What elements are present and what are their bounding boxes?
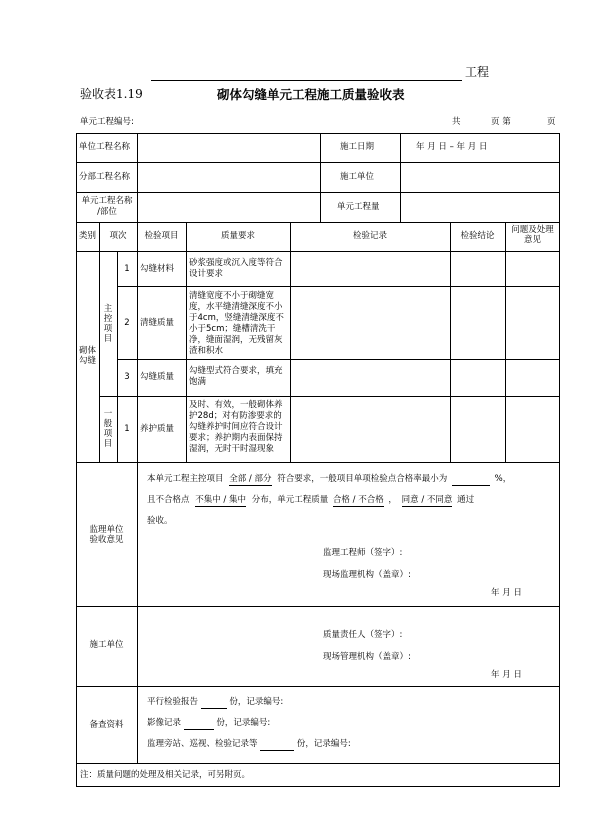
records-line3-suffix: 份，记录编号: [296,739,351,749]
sub-project-label: 分部工程名称 [79,172,131,182]
records-line-3 [147,739,351,751]
unit-name-label-2: /部位 [97,207,117,217]
records-line-1 [147,697,283,709]
supervision-line1-suffix: %， [494,474,512,484]
item-name: 养护质量 [140,424,175,434]
item-requirement: 清缝宽度不小于砌缝宽度，水平缝清缝深度不小于4cm，竖缝清缝深度不小于5cm；缝槽清洗干净，缝面湿润，无残留灰渣和积水 [189,291,284,356]
supervision-line2-suffix: 通过 [457,495,475,505]
item-name: 清缝质量 [140,318,175,328]
concentration-choice[interactable]: 不集中 / 集中 [195,495,246,505]
unit-name-label-1: 单元工程名称 [81,196,133,206]
supervision-agency-seal: 现场监理机构（盖章）: [323,570,411,580]
unit-quantity-label: 单元工程量 [337,202,380,212]
image-record-count-field[interactable] [184,718,214,730]
group-main-4: 目 [103,334,113,344]
supervision-date: 年 月 日 [491,588,522,598]
records-label: 备查资料 [89,720,124,730]
supervision-line2-prefix: 且不合格点 [147,495,190,505]
supervision-line-3: 验收。 [147,516,173,526]
pass-rate-field[interactable] [452,474,490,486]
supervision-engineer-sign: 监理工程师（签字）: [323,548,403,558]
category-main-1: 砌体 [78,346,96,356]
approval-choice[interactable]: 同意 / 不同意 [401,495,453,505]
item-requirement: 勾缝型式符合要求，填充饱满 [189,366,283,387]
construction-unit-label: 施工单位 [340,172,375,182]
unit-project-label: 单位工程名称 [79,142,131,152]
category-main-2: 勾缝 [78,356,96,366]
page-title: 砌体勾缝单元工程施工质量验收表 [217,87,405,102]
project-suffix: 工程 [465,65,490,79]
header-quality-req: 质量要求 [220,231,255,241]
pages-suffix: 页 [547,117,556,127]
item-no: 3 [124,372,130,382]
construction-date-value: 年 月 日 – 年 月 日 [416,142,488,152]
supervision-line-1 [147,474,511,486]
construction-responsible-sign: 质量责任人（签字）: [323,630,403,640]
group-general-1: 一 [103,409,113,419]
records-line1-prefix: 平行检验报告 [147,697,199,707]
construction-date: 年 月 日 [491,670,522,680]
header-check-item: 检验项目 [144,231,179,241]
supervision-line1-prefix: 本单元工程主控项目 [147,474,224,484]
parallel-report-count-field[interactable] [201,697,227,709]
item-no: 2 [124,318,130,328]
project-name-underline [151,80,462,81]
group-main-3: 项 [103,324,113,334]
supervision-label-2: 验收意见 [89,535,124,545]
item-no: 1 [124,424,130,434]
item-no: 1 [124,264,130,274]
header-check-conclusion: 检验结论 [460,231,495,241]
header-item-no: 项次 [109,231,127,241]
supervision-line-2 [147,495,474,507]
supervision-label-1: 监理单位 [89,525,124,535]
records-line3-prefix: 监理旁站、巡视、检验记录等 [147,739,258,749]
item-requirement: 及时、有效，一般砌体养护28d；对有防渗要求的勾缝养护时间应符合设计要求；养护期内表面保持湿润，无时干时湿现象 [189,400,283,454]
unit-code-label: 单元工程编号: [80,117,134,127]
pages-total-prefix: 共 [452,117,461,127]
main-items-choice[interactable]: 全部 / 部分 [229,474,272,484]
construction-label: 施工单位 [89,640,124,650]
records-line2-prefix: 影像记录 [147,718,182,728]
construction-agency-seal: 现场管理机构（盖章）: [323,652,411,662]
records-line-2 [147,718,270,730]
header-issues-2: 意见 [523,235,541,245]
supervision-line2-sep: ， [388,495,397,505]
item-name: 勾缝材料 [140,264,175,274]
item-requirement: 砂浆强度或沉入度等符合设计要求 [189,258,283,279]
records-line2-suffix: 份，记录编号: [216,718,271,728]
quality-result-choice[interactable]: 合格 / 不合格 [332,495,384,505]
construction-date-label: 施工日期 [340,142,375,152]
form-number: 验收表1.19 [80,87,143,101]
records-line1-suffix: 份，记录编号: [229,697,284,707]
header-issues-1: 问题及处理 [511,225,554,235]
group-main-1: 主 [103,304,113,314]
footer-note: 注：质量问题的处理及相关记录，可另附页。 [80,770,251,780]
supervision-line1-mid: 符合要求，一般项目单项检验点合格率最小为 [277,474,448,484]
item-name: 勾缝质量 [140,372,175,382]
group-general-3: 项 [103,429,113,439]
group-general-4: 目 [103,439,113,449]
header-check-record: 检验记录 [352,231,387,241]
supervision-line2-mid: 分布，单元工程质量 [251,495,329,505]
pages-mid: 页 第 [491,117,511,127]
group-main-2: 控 [103,314,113,324]
group-general-2: 般 [103,419,113,429]
supervision-record-count-field[interactable] [260,739,294,751]
header-category: 类别 [78,231,96,241]
